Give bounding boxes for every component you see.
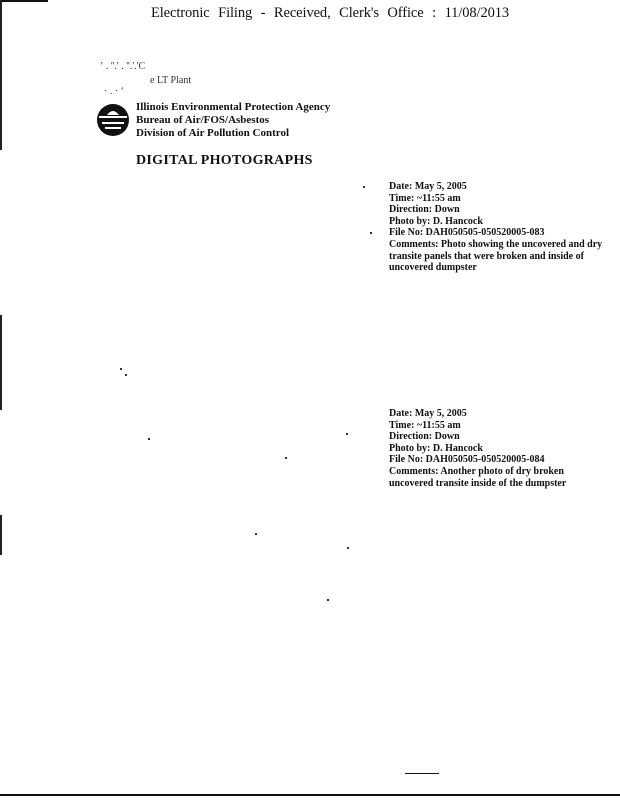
photo-time: Time: ~11:55 am: [389, 192, 461, 204]
photo-date: Date: May 5, 2005: [389, 181, 467, 192]
bottom-edge-rule: [0, 794, 620, 796]
facility-stub-line-3: · . · ‘: [104, 86, 124, 97]
scan-speck: [285, 457, 287, 459]
top-edge-mark: [0, 0, 48, 2]
agency-block: [136, 101, 330, 140]
left-margin-scan-line: [0, 515, 2, 555]
photo-metadata-2: [389, 408, 604, 489]
photo-time: Time: ~11:55 am: [389, 419, 461, 431]
photo-direction: Direction: Down: [389, 204, 460, 216]
photo-by: Photo by: D. Hancock: [389, 442, 483, 454]
agency-bureau: Bureau of Air/FOS/Asbestos: [136, 114, 270, 126]
document-title: DIGITAL PHOTOGRAPHS: [136, 153, 313, 168]
photo-by: Photo by: D. Hancock: [389, 215, 483, 227]
photo-file-no: File No: DAH050505-050520005-084: [389, 454, 545, 466]
facility-stub-line-1: ʼ . ''.' . ''.'.'C: [100, 61, 146, 72]
photo-comments: Comments: Another photo of dry broken uncovered transite inside of the dumpster: [389, 465, 567, 489]
photo-comments: Comments: Photo showing the uncovered and dry transite panels that were broken and inside of uncovered dumpster: [389, 238, 603, 274]
photo-date: Date: May 5, 2005: [389, 408, 467, 419]
filing-header: Electronic Filing - Received, Clerk's Office : 11/08/2013: [151, 5, 510, 21]
scan-speck: [327, 599, 329, 601]
scan-speck: [346, 433, 348, 435]
scan-speck: [125, 374, 127, 376]
left-margin-scan-line: [0, 315, 2, 410]
left-margin-scan-line: [0, 0, 2, 150]
agency-name: Illinois Environmental Protection Agency: [136, 101, 331, 113]
agency-division: Division of Air Pollution Control: [136, 127, 290, 139]
illinois-epa-logo-icon: [96, 103, 130, 137]
photo-metadata-1: [389, 181, 604, 274]
footer-rule: [405, 773, 439, 774]
photo-file-no: File No: DAH050505-050520005-083: [389, 227, 545, 239]
scan-speck: [120, 368, 122, 370]
scan-speck: [255, 533, 257, 535]
scan-speck: [370, 232, 372, 234]
facility-stub-line-2: e LT Plant: [150, 75, 192, 86]
scan-speck: [363, 186, 365, 188]
scan-speck: [347, 547, 349, 549]
photo-direction: Direction: Down: [389, 431, 460, 443]
scan-speck: [148, 438, 150, 440]
